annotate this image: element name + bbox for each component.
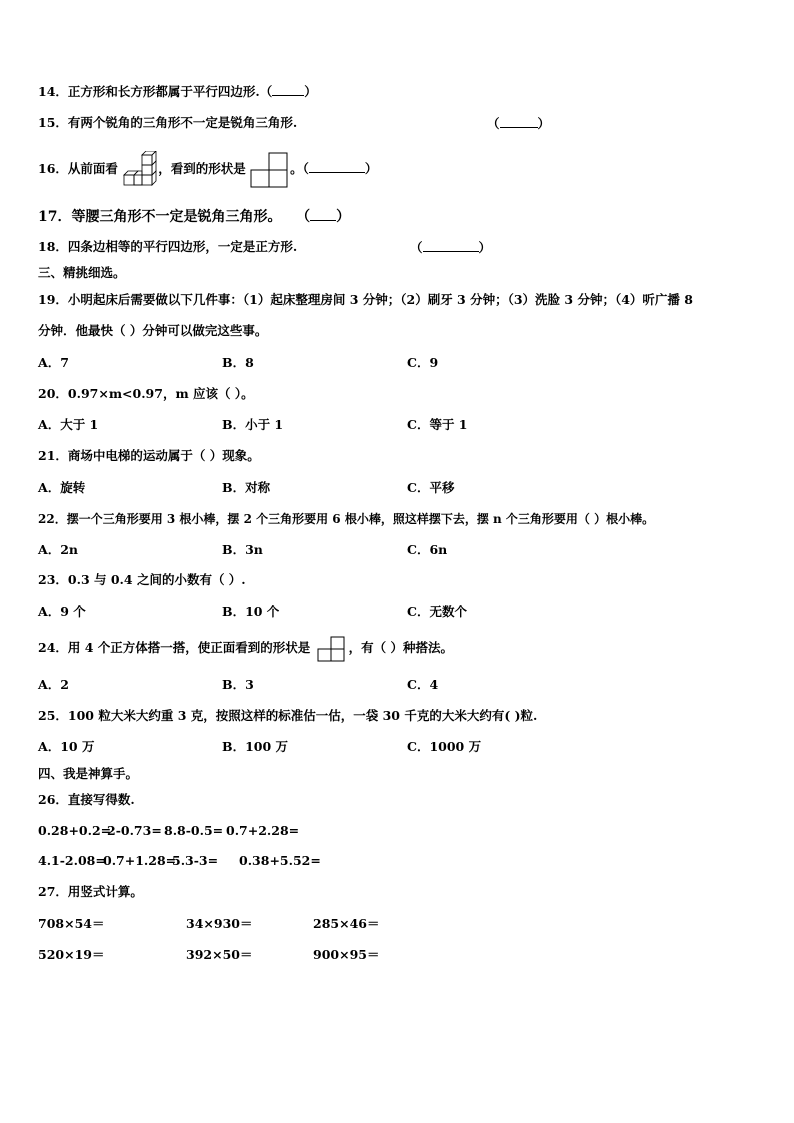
question-15 (38, 115, 297, 131)
answer-blank[interactable] (310, 208, 336, 221)
question-19-line2: 分钟．他最快（ ）分钟可以做完这些事。 (38, 323, 268, 338)
question-number: 16． (38, 161, 68, 176)
paren-open: （ (410, 240, 423, 255)
question-17 (38, 208, 350, 225)
answer-blank[interactable] (500, 115, 538, 128)
question-number: 18． (38, 239, 68, 254)
option-c[interactable]: C．平移 (407, 480, 455, 495)
answer-blank[interactable] (272, 83, 304, 96)
question-18 (38, 239, 297, 255)
calc-item: 392×50＝ (186, 947, 253, 962)
calc-item: 2-0.73= (107, 823, 162, 838)
question-text: 从前面看 (67, 161, 118, 176)
question-23: 23．0.3 与 0.4 之间的小数有（ ）. (38, 572, 246, 587)
front-view-shape-icon (250, 151, 290, 189)
question-text: 。（ (290, 161, 309, 176)
calc-item: 8.8-0.5= (164, 823, 224, 838)
question-19-line1: 19．小明起床后需要做以下几件事：（1）起床整理房间 3 分钟；（2）刷牙 3 分钟；（3）洗脸 3 分钟；（4）听广播 8 (38, 292, 693, 307)
question-text: ，有（ ）种搭法。 (348, 640, 454, 655)
paren-open: （ (296, 209, 311, 225)
option-a[interactable]: A．2 (38, 677, 69, 692)
option-c[interactable]: C．4 (407, 677, 439, 692)
question-22: 22．摆一个三角形要用 3 根小棒，摆 2 个三角形要用 6 根小棒，照这样摆下去，摆 n 个三角形要用（ ）根小棒。 (38, 512, 655, 526)
question-number: 17． (38, 209, 72, 225)
option-c[interactable]: C．等于 1 (407, 417, 468, 432)
calc-item: 0.7+1.28= (103, 853, 177, 868)
option-c[interactable]: C．6n (407, 542, 448, 557)
question-14 (38, 83, 317, 100)
calc-item: 34×930＝ (186, 916, 253, 931)
question-16 (38, 150, 377, 189)
option-b[interactable]: B．100 万 (222, 739, 289, 754)
calc-item: 5.3-3= (172, 853, 219, 868)
question-20: 20．0.97×m<0.97，m 应该（ ）。 (38, 386, 254, 401)
answer-blank[interactable] (309, 160, 365, 173)
question-number: 15． (38, 115, 68, 130)
option-b[interactable]: B．小于 1 (222, 417, 284, 432)
option-a[interactable]: A．旋转 (38, 480, 86, 495)
calc-item: 0.28+0.2= (38, 823, 112, 838)
calc-item: 0.38+5.52= (239, 853, 321, 868)
option-a[interactable]: A．2n (38, 542, 78, 557)
option-a[interactable]: A．7 (38, 355, 69, 370)
option-c[interactable]: C．1000 万 (407, 739, 482, 754)
option-a[interactable]: A．大于 1 (38, 417, 99, 432)
calc-item: 708×54＝ (38, 916, 105, 931)
question-24 (38, 634, 453, 663)
answer-blank[interactable] (423, 239, 479, 252)
option-b[interactable]: B．3n (222, 542, 263, 557)
option-b[interactable]: B．3 (222, 677, 254, 692)
question-18-answer (410, 239, 491, 256)
cube-stack-icon (122, 151, 158, 189)
option-c[interactable]: C．9 (407, 355, 439, 370)
option-b[interactable]: B．8 (222, 355, 254, 370)
calc-item: 285×46＝ (313, 916, 380, 931)
calc-item: 520×19＝ (38, 947, 105, 962)
question-text: 有两个锐角的三角形不一定是锐角三角形. (67, 115, 298, 130)
calc-item: 0.7+2.28= (226, 823, 300, 838)
option-b[interactable]: B．对称 (222, 480, 271, 495)
paren-close: ） (478, 240, 492, 255)
option-a[interactable]: A．10 万 (38, 739, 95, 754)
paren-open: （ (487, 116, 500, 131)
option-b[interactable]: B．10 个 (222, 604, 280, 619)
calc-item: 4.1-2.08= (38, 853, 106, 868)
question-text: ，看到的形状是 (158, 161, 246, 176)
front-view-shape-icon (315, 635, 349, 663)
question-27-title: 27．用竖式计算。 (38, 884, 143, 899)
question-text: 等腰三角形不一定是锐角三角形。 (71, 209, 282, 225)
calc-item: 900×95＝ (313, 947, 380, 962)
question-21: 21．商场中电梯的运动属于（ ）现象。 (38, 448, 260, 463)
question-26-title: 26．直接写得数. (38, 792, 135, 807)
question-number: 14． (38, 84, 68, 99)
question-15-answer (487, 115, 550, 132)
section-title: 四、我是神算手。 (38, 766, 139, 781)
section-title: 三、精挑细选。 (38, 265, 126, 280)
option-c[interactable]: C．无数个 (407, 604, 467, 619)
question-25: 25．100 粒大米大约重 3 克，按照这样的标准估一估，一袋 30 千克的大米大约有( )粒. (38, 708, 538, 723)
paren-close: ） (336, 209, 351, 225)
question-text: 四条边相等的平行四边形，一定是正方形. (67, 239, 298, 254)
paren-close: ） (537, 116, 551, 131)
paren-close: ） (304, 84, 317, 99)
paren-close: ） (364, 161, 378, 176)
option-a[interactable]: A．9 个 (38, 604, 86, 619)
question-text: 正方形和长方形都属于平行四边形.（ (67, 84, 273, 99)
question-text: 24．用 4 个正方体搭一搭，使正面看到的形状是 (38, 640, 311, 655)
